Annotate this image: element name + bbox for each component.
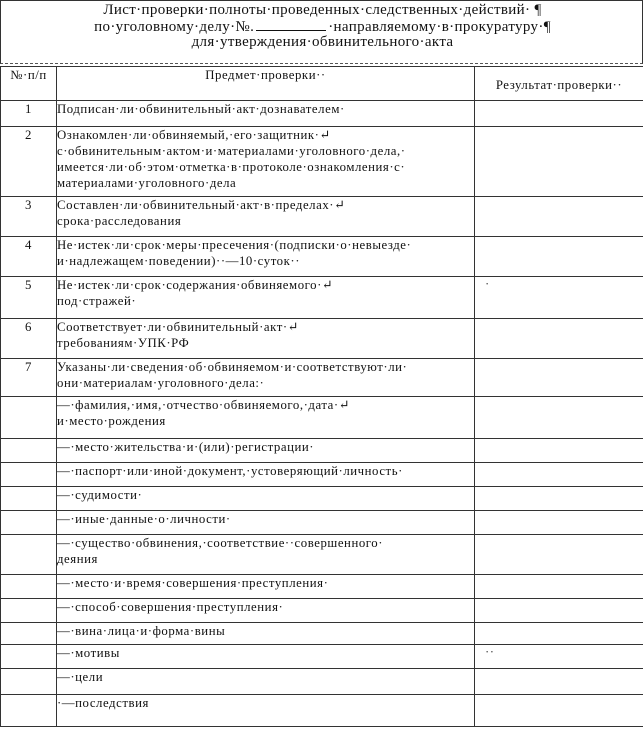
- row-number: [1, 463, 57, 487]
- check-result[interactable]: [475, 127, 643, 197]
- row-number: [1, 575, 57, 599]
- row-number: [1, 669, 57, 695]
- check-subject-line: Подписан·ли·обвинительный·акт·дознавателем·: [57, 102, 345, 116]
- check-result[interactable]: [475, 237, 643, 277]
- table-row: [1, 359, 643, 397]
- check-subject-line: Указаны·ли·сведения·об·обвиняемом·и·соответствуют·ли·: [57, 360, 408, 374]
- table-row: [1, 487, 643, 511]
- check-subject: [57, 397, 475, 439]
- check-subject: [57, 277, 475, 319]
- check-subject-line: они·материалам·уголовного·дела:·: [57, 376, 265, 390]
- row-number: 1: [1, 101, 57, 127]
- check-subject: [57, 439, 475, 463]
- table-row: [1, 645, 643, 669]
- check-subject-line: требованиям·УПК·РФ: [57, 336, 190, 350]
- table-row: [1, 101, 643, 127]
- check-result[interactable]: [475, 197, 643, 237]
- row-number: 4: [1, 237, 57, 277]
- check-subject-line: с·обвинительным·актом·и·материалами·уголовного·дела,·: [57, 144, 406, 158]
- case-number-blank: [256, 18, 326, 31]
- check-subject-line: Составлен·ли·обвинительный·акт·в·пределах·↵: [57, 198, 346, 212]
- check-result[interactable]: [475, 101, 643, 127]
- check-subject-line: —·паспорт·или·иной·документ,·устоверяющий·личность·: [57, 464, 403, 478]
- check-subject: [57, 319, 475, 359]
- check-subject-line: —·иные·данные·о·личности·: [57, 512, 231, 526]
- check-result[interactable]: [475, 645, 643, 669]
- document-header: [0, 0, 643, 64]
- check-result[interactable]: [475, 463, 643, 487]
- row-number: [1, 623, 57, 645]
- row-number: [1, 695, 57, 727]
- table-row: [1, 599, 643, 623]
- table-row: [1, 535, 643, 575]
- column-header-number: №·п/п: [1, 67, 57, 101]
- title-line-2-prefix: по·уголовному·делу·№.: [94, 19, 255, 35]
- check-subject: [57, 623, 475, 645]
- table-row: [1, 575, 643, 599]
- check-subject-line: —·мотивы: [57, 646, 120, 660]
- row-number: [1, 535, 57, 575]
- check-result[interactable]: [475, 623, 643, 645]
- check-subject-line: Ознакомлен·ли·обвиняемый,·его·защитник·↵: [57, 128, 331, 142]
- column-header-subject: Предмет·проверки··: [57, 67, 475, 101]
- check-result[interactable]: [475, 599, 643, 623]
- row-number: 6: [1, 319, 57, 359]
- table-row: [1, 669, 643, 695]
- check-subject-line: —·существо·обвинения,·соответствие··совершенного·: [57, 536, 384, 550]
- check-subject-line: —·судимости·: [57, 488, 143, 502]
- check-subject: [57, 575, 475, 599]
- check-subject-line: —·цели: [57, 670, 104, 684]
- result-mark: ·: [485, 277, 490, 291]
- check-subject: [57, 463, 475, 487]
- check-result[interactable]: [475, 359, 643, 397]
- check-result[interactable]: [475, 695, 643, 727]
- title-line-2-suffix: ·направляемому·в·прокуратуру·¶: [328, 19, 551, 35]
- check-subject-line: Не·истек·ли·срок·содержания·обвиняемого·↵: [57, 278, 334, 292]
- check-subject: [57, 127, 475, 197]
- check-subject: [57, 695, 475, 727]
- row-number: [1, 487, 57, 511]
- table-row: [1, 439, 643, 463]
- check-result[interactable]: [475, 487, 643, 511]
- table-row: [1, 695, 643, 727]
- table-row: [1, 623, 643, 645]
- table-row: [1, 463, 643, 487]
- row-number: [1, 645, 57, 669]
- table-row: [1, 277, 643, 319]
- row-number: [1, 511, 57, 535]
- checklist-body: [1, 67, 643, 727]
- check-result[interactable]: [475, 669, 643, 695]
- table-row: [1, 511, 643, 535]
- check-subject-line: срока·расследования: [57, 214, 182, 228]
- row-number: 3: [1, 197, 57, 237]
- check-subject: [57, 359, 475, 397]
- title-line-1: Лист·проверки·полноты·проведенных·следственных·действий· ¶: [103, 2, 542, 18]
- check-subject: [57, 101, 475, 127]
- check-subject: [57, 197, 475, 237]
- table-row: [1, 397, 643, 439]
- check-subject-line: —·место·жительства·и·(или)·регистрации·: [57, 440, 315, 454]
- check-subject: [57, 511, 475, 535]
- check-subject: [57, 645, 475, 669]
- checklist-table: [0, 66, 643, 727]
- check-subject-line: ·—последствия: [57, 696, 149, 710]
- check-subject: [57, 237, 475, 277]
- check-subject-line: —·способ·совершения·преступления·: [57, 600, 284, 614]
- row-number: [1, 439, 57, 463]
- column-header-result: Результат·проверки··: [475, 67, 643, 101]
- row-number: [1, 599, 57, 623]
- check-result[interactable]: [475, 277, 643, 319]
- check-result[interactable]: [475, 511, 643, 535]
- title-line-3: для·утверждения·обвинительного·акта: [191, 34, 454, 50]
- check-result[interactable]: [475, 397, 643, 439]
- row-number: 7: [1, 359, 57, 397]
- row-number: 2: [1, 127, 57, 197]
- table-row: [1, 127, 643, 197]
- check-subject-line: деяния: [57, 552, 98, 566]
- table-row: [1, 319, 643, 359]
- check-subject: [57, 487, 475, 511]
- check-subject-line: Не·истек·ли·срок·меры·пресечения·(подписки·о·невыезде·: [57, 238, 412, 252]
- check-subject-line: —·вина·лица·и·форма·вины: [57, 624, 226, 638]
- check-subject-line: и·место·рождения: [57, 414, 166, 428]
- check-subject-line: материалами·уголовного·дела: [57, 176, 237, 190]
- check-result[interactable]: [475, 319, 643, 359]
- check-subject-line: под·стражей·: [57, 294, 137, 308]
- check-result[interactable]: [475, 575, 643, 599]
- check-subject-line: и·надлежащем·поведении)··—10·суток··: [57, 254, 301, 268]
- check-subject: [57, 535, 475, 575]
- result-mark: ··: [485, 645, 495, 659]
- table-row: [1, 197, 643, 237]
- check-result[interactable]: [475, 535, 643, 575]
- row-number: [1, 397, 57, 439]
- check-subject-line: Соответствует·ли·обвинительный·акт·↵: [57, 320, 299, 334]
- check-subject-line: имеется·ли·об·этом·отметка·в·протоколе·ознакомления·с·: [57, 160, 406, 174]
- check-subject-line: —·фамилия,·имя,·отчество·обвиняемого,·дата·↵: [57, 398, 350, 412]
- check-subject: [57, 599, 475, 623]
- check-result[interactable]: [475, 439, 643, 463]
- table-header-row: [1, 67, 643, 101]
- check-subject: [57, 669, 475, 695]
- row-number: 5: [1, 277, 57, 319]
- table-row: [1, 237, 643, 277]
- check-subject-line: —·место·и·время·совершения·преступления·: [57, 576, 329, 590]
